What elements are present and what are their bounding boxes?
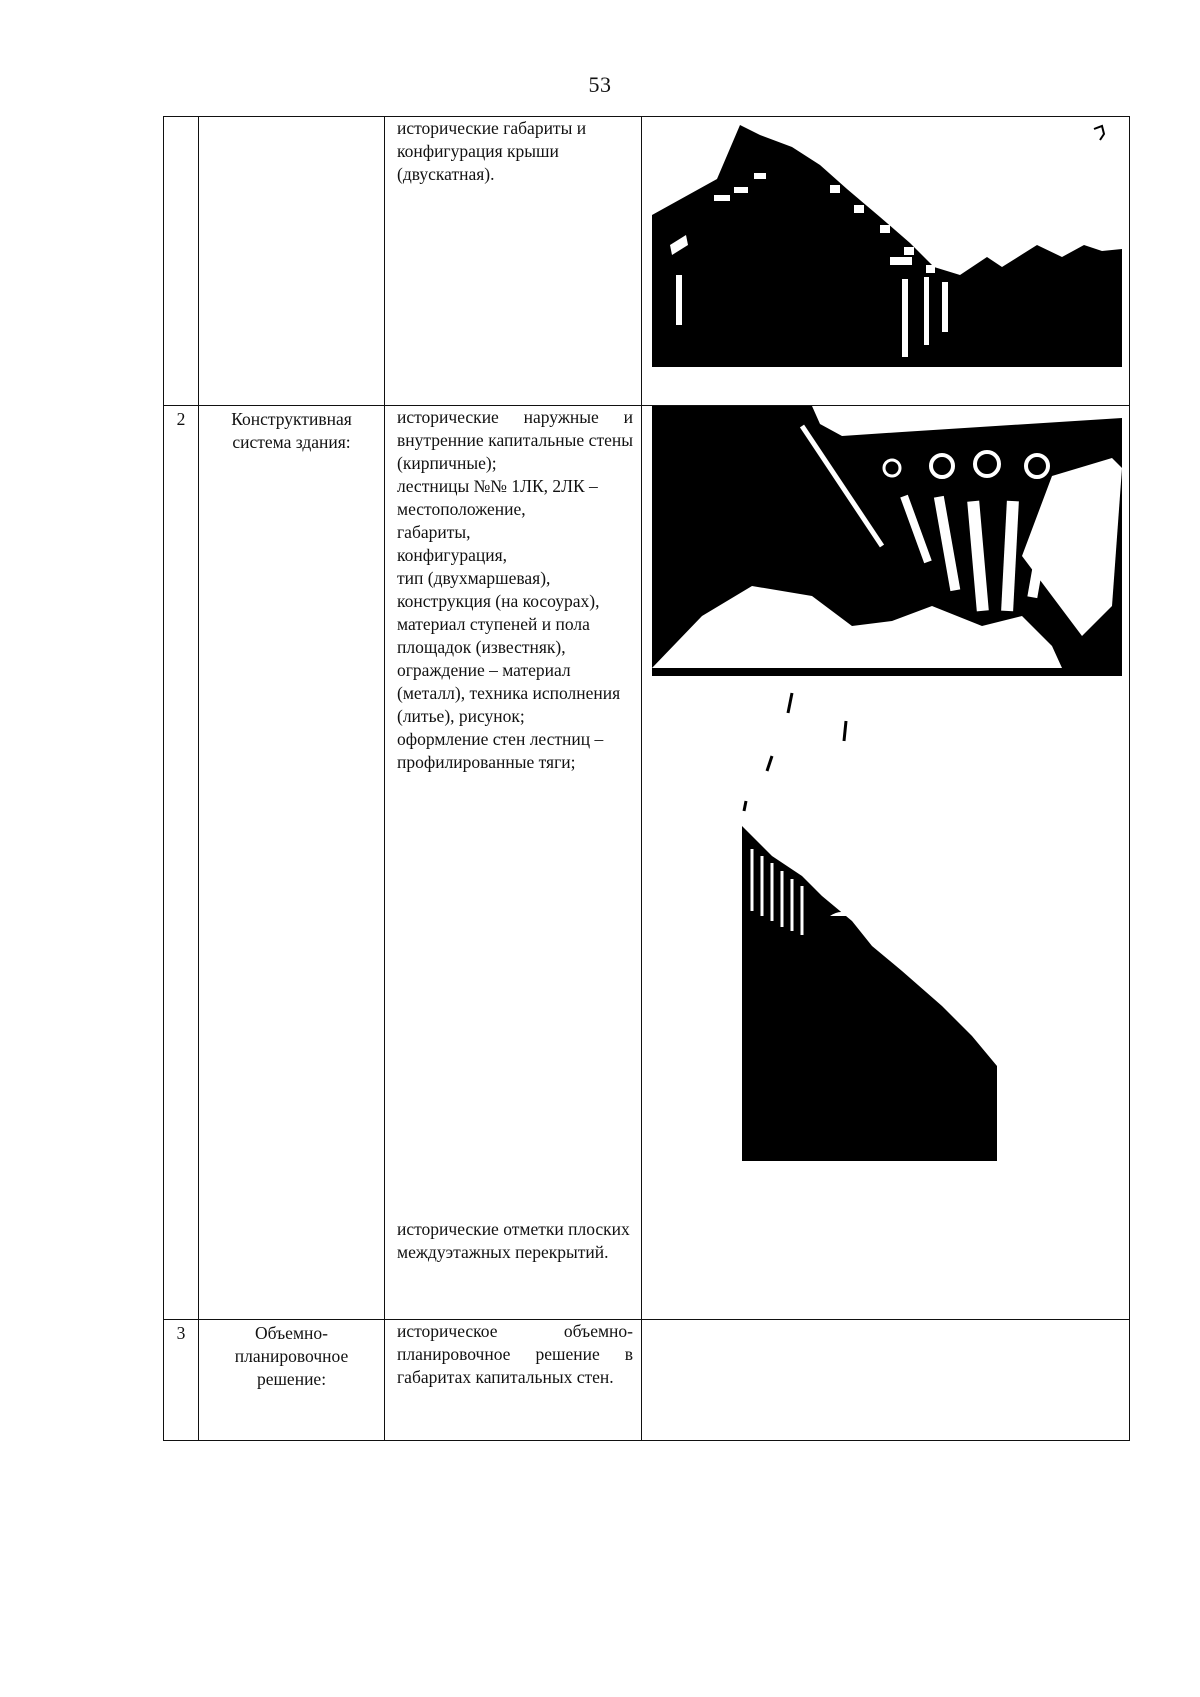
row-number: 2: [164, 406, 199, 1320]
description-line: тип (двухмаршевая),: [397, 568, 551, 588]
element-name: Объемно-планировочное решение:: [199, 1320, 385, 1441]
description-line: исторические наружные и внутренние капитальные стены (кирпичные);: [397, 407, 633, 473]
photo-cell: [642, 406, 1130, 1320]
element-description: [385, 117, 642, 406]
table-row: [164, 406, 1130, 1320]
description-line: габариты,: [397, 522, 471, 542]
protected-elements-table: [163, 116, 1130, 1441]
description-line: ограждение – материал (металл), техника исполнения (литье), рисунок;: [397, 660, 621, 726]
element-description: [385, 1320, 642, 1441]
element-name: [199, 117, 385, 406]
row-number: 3: [164, 1320, 199, 1441]
photo-cell: [642, 117, 1130, 406]
description-line: материал ступеней и пола площадок (известняк),: [397, 614, 590, 657]
description-line: исторические габариты и конфигурация крыши (двускатная).: [397, 118, 587, 184]
description-tail: исторические отметки плоских междуэтажных перекрытий.: [397, 1219, 630, 1262]
description-line: конструкция (на косоурах),: [397, 591, 600, 611]
description-line: историческое объемно-планировочное решение в габаритах капитальных стен.: [397, 1321, 633, 1387]
table-row: [164, 1320, 1130, 1441]
photo-cell: [642, 1320, 1130, 1441]
element-description: [385, 406, 642, 1320]
description-line: оформление стен лестниц – профилированные тяги;: [397, 729, 604, 772]
description-line: конфигурация,: [397, 545, 508, 565]
roof-photo: [642, 117, 1130, 406]
element-name: Конструктивная система здания:: [199, 406, 385, 1320]
page-number: 53: [588, 72, 612, 97]
table-row: [164, 117, 1130, 406]
staircase-photo: [742, 691, 1032, 1161]
stair-railing-photo: [642, 406, 1130, 676]
row-number: [164, 117, 199, 406]
description-line: лестницы №№ 1ЛК, 2ЛК – местоположение,: [397, 476, 598, 519]
